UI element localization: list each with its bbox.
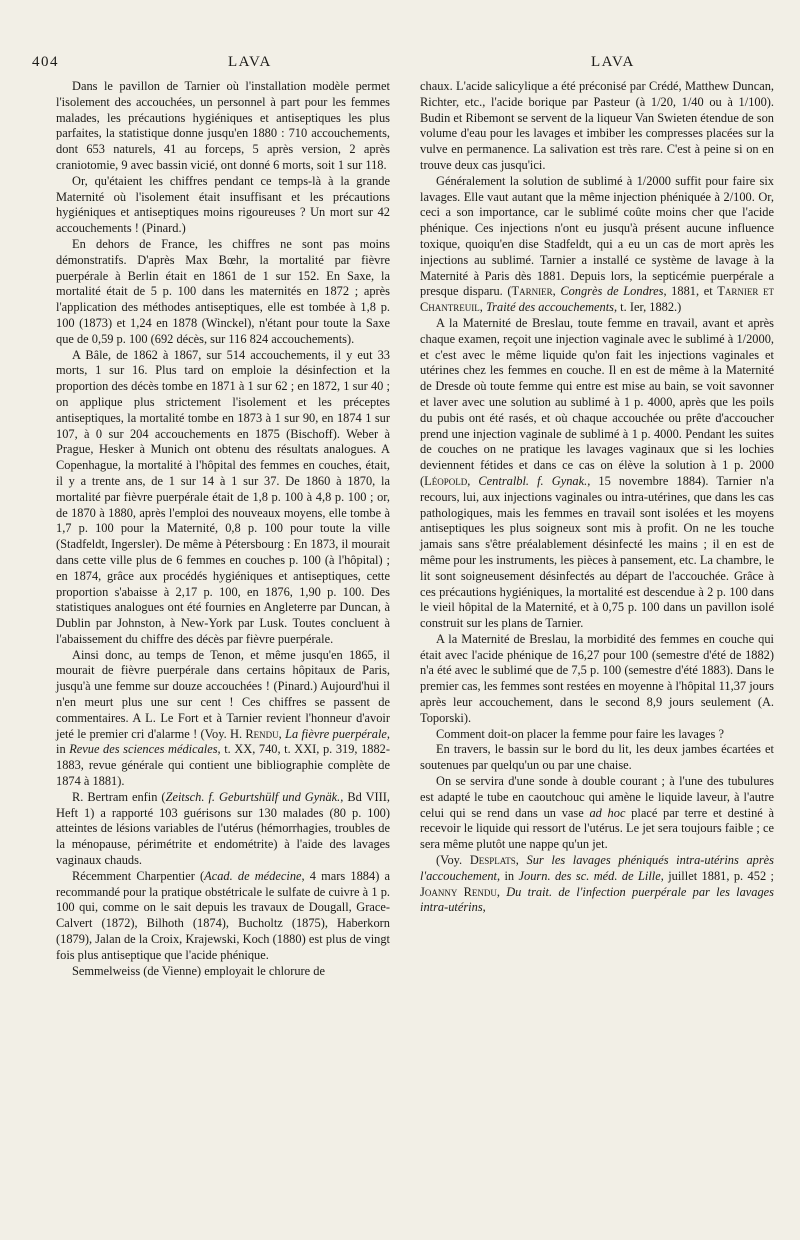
work-title: Du trait. de l'infection puerpérale par les lavages intra-utérins <box>420 884 775 915</box>
paragraph <box>56 648 390 790</box>
work-title: Sur les lavages phéniqués intra-utérins après l'accouchement <box>420 853 774 883</box>
text-run: , <box>278 726 286 741</box>
author-name: Tarnier <box>511 284 553 299</box>
paragraph <box>420 853 774 916</box>
paragraph <box>56 869 390 964</box>
text-run: Généralement la solution de sublimé à 1/2000 suffit pour faire six lavages. Elle vaut autant que la même injection phéniquée à 2/100. Or, ceci a son importance, car le sublimé coûte moins cher que l'acide phénique. Ces injections n'ont eu jusqu'à présent aucune influence toxique, quoiqu'en dise Stadfeldt, qui a eu un cas de mort après les injections au sublimé. Tarnier a installé ce système de lavage à la Maternité à Paris dès 1881. Depuis lors, la septicémie puerpérale a presque disparu. ( <box>420 173 774 299</box>
text-run: , <box>482 900 486 915</box>
text-run: , in <box>56 726 390 757</box>
journal-title: Zeitsch. f. Geburtshülf und Gynäk. <box>165 789 341 804</box>
running-head-right: LAVA <box>591 54 635 70</box>
text-run: , in <box>496 868 519 883</box>
running-head-left: LAVA <box>228 54 272 70</box>
work-title: Traité des accouchements <box>485 300 614 315</box>
right-column <box>420 79 774 916</box>
paragraph: A la Maternité de Breslau, la morbidité des femmes en couche qui était avec l'acide phénique de 16,27 pour 100 (semestre d'été de 1882) n'a été avec le sublimé que de 7,5 p. 100 (semestre d'été 1883). Dans le premier cas, les femmes sont restées en moyenne à l'hôpital 11,37 jours après leur accouchement, dans le second 8,9 jours seulement (A. Toporski). <box>420 631 774 725</box>
text-run: , t. XX, 740, t. XXI, p. 319, 1882-1883, revue générale qui contient une bibliographie complète de 1874 à 1881). <box>56 742 390 789</box>
paragraph: En travers, le bassin sur le bord du lit, les deux jambes écartées et soutenues par quelqu'un ou par une chaise. <box>420 742 774 773</box>
journal-title: Centralbl. f. Gynak. <box>478 473 588 488</box>
text-run: , Bd VIII, Heft 1) a rapporté 103 guérisons sur 130 malades (80 p. 100) atteintes de lésions variables de l'utérus (hémorrhagies, troubles de la ménopause, périmétrite et endométrite) à l'aide des lavages vaginaux chauds. <box>56 789 390 868</box>
text-run: , 15 novembre 1884). Tarnier n'a recours, lui, aux injections vaginales ou intra-utérines, que dans les cas pathologiques, mais les femmes en travail sont isolées et les moyens antiseptiques les plus soigneux sont mis à profit. On ne les touche jamais sans s'être préalablement désinfecté les mains ; il en est de même pour les instruments, les pièces à pansement, etc. La chambre, le lit sont soigneusement désinfectés au départ de l'accouchée. Grâce à ces précautions hygiéniques, la mortalité est descendue à 2 p. 100 dans le vieil hôpital de la Maternité, et à 0,75 p. 100 dans un pavillon isolé construit sur les plans de Tarnier. <box>420 473 774 631</box>
author-name: Rendu <box>245 726 279 741</box>
text-run: (Voy. <box>436 853 470 868</box>
work-title: Congrès de Londres <box>560 284 664 299</box>
text-run: , <box>552 284 561 299</box>
paragraph: En dehors de France, les chiffres ne sont pas moins démonstratifs. D'après Max Bœhr, la mortalité par fièvre puerpérale à Berlin était en 1861 de 1 sur 152. En Saxe, la mortalité était de 5 p. 100 dans les maternités en 1872 ; après l'application des méthodes antiseptiques, elle est tombée à 1,8 p. 100 (1873) et 1,24 en 1878 (Winckel), n'étant pour toute la Saxe que de 0,59 p. 100 (692 décès, sur 116 824 accouchements). <box>56 236 390 346</box>
text-run: On se servira d'une sonde à double courant ; à l'une des tubulures est adapté le tube en caoutchouc qui amène le liquide laveur, à l'autre celui qui se rend dans un vase <box>420 774 774 820</box>
paragraph <box>56 790 390 869</box>
paragraph <box>420 174 774 316</box>
paragraph <box>420 774 774 853</box>
text-run: , <box>479 300 486 315</box>
author-name: Desplats <box>469 853 516 868</box>
author-name: Joanny Rendu <box>420 884 497 899</box>
paragraph: A Bâle, de 1862 à 1867, sur 514 accouchements, il y eut 33 morts, 1 sur 16. Plus tard on emploie la désinfection et la proportion des décès tombe en 1871 à 1 sur 62 ; en 1872, 1 sur 40 ; on applique plus strictement l'isolement et les préceptes antiseptiques, la mortalité tombe en 1873 à 1 sur 90, en 1874 1 sur 107, à 0 sur 204 accouchements en 1875 (Bischoff). Weber à Prague, Hesker à Munich ont obtenu des résultats analogues. A Copenhague, la mortalité à l'hôpital des femmes en couches, était, il y a trente ans, de 1 sur 14 à 1 sur 37. De 1860 à 1870, la mortalité par fièvre puerpérale était de 1,8 p. 100 à 4,8 p. 100 ; or, de 1870 à 1880, après l'emploi des nouveaux moyens, elle tombe à 1,7 p. 100 pour la Maternité, 0,8 p. 100 pour toute la ville (Stadfeldt, Ingersler). De même à Pétersbourg : En 1873, il mourait dans cette ville plus de 6 femmes en couches p. 100 (à l'hôpital) ; en 1874, grâce aux procédés hygiéniques et antiseptiques, cette proportion s'abaisse à 2,17 p. 100, en 1876, 1,90 p. 100. Des statistiques analogues ont été fournies en Angleterre par Duncan, à Dublin par Johnston, à New-York par Lusk. Toutes concluent à l'abaissement du chiffre des décès par fièvre puerpérale. <box>56 347 390 646</box>
text-run: Ainsi donc, au temps de Tenon, et même jusqu'en 1865, il mourait de fièvre puerpérale dans certains hôpitaux de Paris, jusqu'à une femme sur douze accouchées ! (Pinard.) Aujourd'hui il n'en meurt plus une sur cent ! Ces chiffres se passent de commentaires. A L. Le Fort et à Tarnier revient l'honneur d'avoir jeté le premier cri d'alarme ! (Voy. H. <box>56 647 390 741</box>
paragraph: Or, qu'étaient les chiffres pendant ce temps-là à la grande Maternité où l'isolement était insuffisant et les précautions hygiéniques et antiseptiques moins rigoureuses ? Un mort sur 42 accouchements ! (Pinard.) <box>56 173 390 236</box>
text-run: , 1881, et <box>663 284 718 299</box>
paragraph: Semmelweiss (de Vienne) employait le chlorure de <box>72 963 325 978</box>
author-name: Léopold <box>424 473 468 488</box>
journal-title: Journ. des sc. méd. de Lille <box>518 868 661 883</box>
paragraph: Comment doit-on placer la femme pour faire les lavages ? <box>436 726 724 741</box>
text-run: placé par terre et destiné à recevoir le liquide qui ressort de l'utérus. Le jet sera toujours faible ; ce sera même plutôt une nappe qu'un jet. <box>420 805 774 852</box>
text-run: Récemment Charpentier ( <box>72 868 205 883</box>
journal-title: Acad. de médecine <box>204 868 302 883</box>
text-run: A la Maternité de Breslau, toute femme en travail, avant et après chaque examen, reçoit une injection vaginale avec le sublimé à 1/2000, et c'est avec le même liquide qu'on fait les injections vaginales et utérines chez les femmes en couche. Il en est de même à la Maternité de Dresde où toute femme qui entre est mise au bain, se voit savonner et laver avec une solution au sublimé à 1 p. 4000, après que les poils du pubis ont été rasés, et où chaque accouchée ou prête d'accoucher prend une injection vaginale de sublimé à 1 p. 4000. Pendant les suites de couches on ne pratique les lavages vaginaux que si les lochies deviennent fétides et dans ce cas on élève la solution à 1 p. 2000 ( <box>420 315 774 488</box>
text-run: , <box>496 884 507 899</box>
text-run: , juillet 1881, p. 452 ; <box>660 868 774 883</box>
page-number: 404 <box>32 54 59 70</box>
text-run: , <box>467 473 479 488</box>
left-column <box>56 79 390 979</box>
paragraph <box>420 316 774 632</box>
work-title: La fièvre puerpérale <box>285 726 387 741</box>
text-run: , <box>515 853 527 868</box>
text-run: , t. Ier, 1882.) <box>613 300 682 315</box>
paragraph: Dans le pavillon de Tarnier où l'installation modèle permet l'isolement des accouchées, un personnel à part pour les femmes malades, les précautions hygiéniques et antiseptiques les plus parfaites, la statistique donne jusqu'en 1880 : 710 accouchements, dont 653 naturels, 41 au forceps, 5 après version, 2 après craniotomie, 9 avec bassin vicié, ont donné 6 morts, soit 1 sur 118. <box>56 79 390 172</box>
author-name: Tarnier et Chantreuil <box>420 284 774 315</box>
text-run: , 4 mars 1884) a recommandé pour la pratique obstétricale le sulfate de cuivre à 1 p. 100 qui, comme on le sait depuis les travaux de Dougall, Grace-Calvert (1872), Bilhoth (1874), Bucholtz (1875), Haberkorn (1879), Jalan de la Croix, Krajewski, Koch (1880) est plus de vingt fois plus antiseptique que l'acide phénique. <box>56 868 390 962</box>
journal-title: Revue des sciences médicales <box>69 742 218 757</box>
paragraph: chaux. L'acide salicylique a été préconisé par Crédé, Matthew Duncan, Richter, etc., l'acide borique par Pasteur (à 1/20, 1/40 ou à 1/100). Budin et Ribemont se servent de la liqueur Van Swieten étendue de son volume d'eau pour les lavages et imbiber les compresses placées sur la vulve en permanence. La salivation est très rare. C'est à peine si on en trouve deux cas jusqu'ici. <box>420 79 774 172</box>
latin-phrase: ad hoc <box>589 805 626 820</box>
text-run: R. Bertram enfin ( <box>72 789 166 804</box>
